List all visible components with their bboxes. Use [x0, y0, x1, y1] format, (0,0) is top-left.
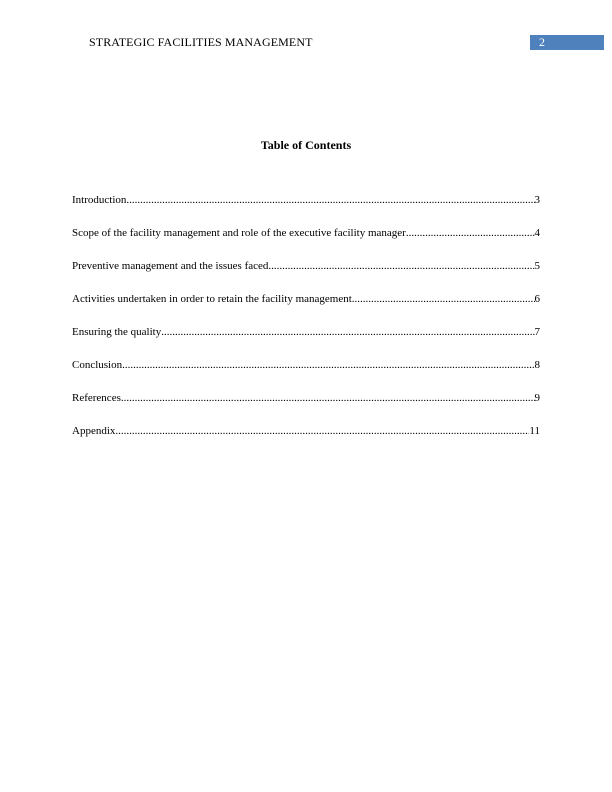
toc-entry-title: Scope of the facility management and role of the executive facility manager [72, 227, 406, 239]
toc-entry-introduction[interactable] [72, 192, 540, 225]
toc-entry-page: 7 [534, 326, 540, 338]
toc-dot-leader [161, 324, 534, 340]
toc-entry-title: Conclusion [72, 359, 123, 371]
toc-entry-preventive-management[interactable] [72, 258, 540, 291]
toc-entry-page: 5 [534, 260, 540, 272]
toc-dot-leader [406, 225, 535, 241]
toc-list [72, 192, 540, 456]
toc-entry-page: 11 [529, 425, 540, 437]
toc-dot-leader [122, 357, 534, 373]
toc-entry-page: 9 [534, 392, 540, 404]
toc-entry-quality[interactable] [72, 324, 540, 357]
toc-entry-page: 6 [534, 293, 540, 305]
toc-entry-title: Preventive management and the issues faced [72, 260, 269, 272]
toc-entry-page: 4 [534, 227, 540, 239]
toc-heading: Table of Contents [260, 138, 352, 152]
page-number: 2 [539, 35, 545, 49]
toc-entry-title: Introduction [72, 194, 127, 206]
toc-entry-conclusion[interactable] [72, 357, 540, 390]
toc-dot-leader [268, 258, 534, 274]
page-number-badge [530, 35, 604, 50]
toc-entry-title: Activities undertaken in order to retain the facility management [72, 293, 352, 305]
toc-entry-scope[interactable] [72, 225, 540, 258]
toc-entry-title: Appendix [72, 425, 116, 437]
running-header-title: STRATEGIC FACILITIES MANAGEMENT [89, 35, 313, 49]
toc-dot-leader [121, 390, 535, 406]
toc-dot-leader [352, 291, 535, 307]
toc-entry-appendix[interactable] [72, 423, 540, 456]
toc-entry-page: 8 [534, 359, 540, 371]
toc-entry-title: Ensuring the quality [72, 326, 162, 338]
toc-dot-leader [115, 423, 529, 439]
toc-entry-title: References [72, 392, 121, 404]
toc-dot-leader [126, 192, 534, 208]
toc-entry-references[interactable] [72, 390, 540, 423]
toc-entry-page: 3 [534, 194, 540, 206]
toc-entry-activities[interactable] [72, 291, 540, 324]
